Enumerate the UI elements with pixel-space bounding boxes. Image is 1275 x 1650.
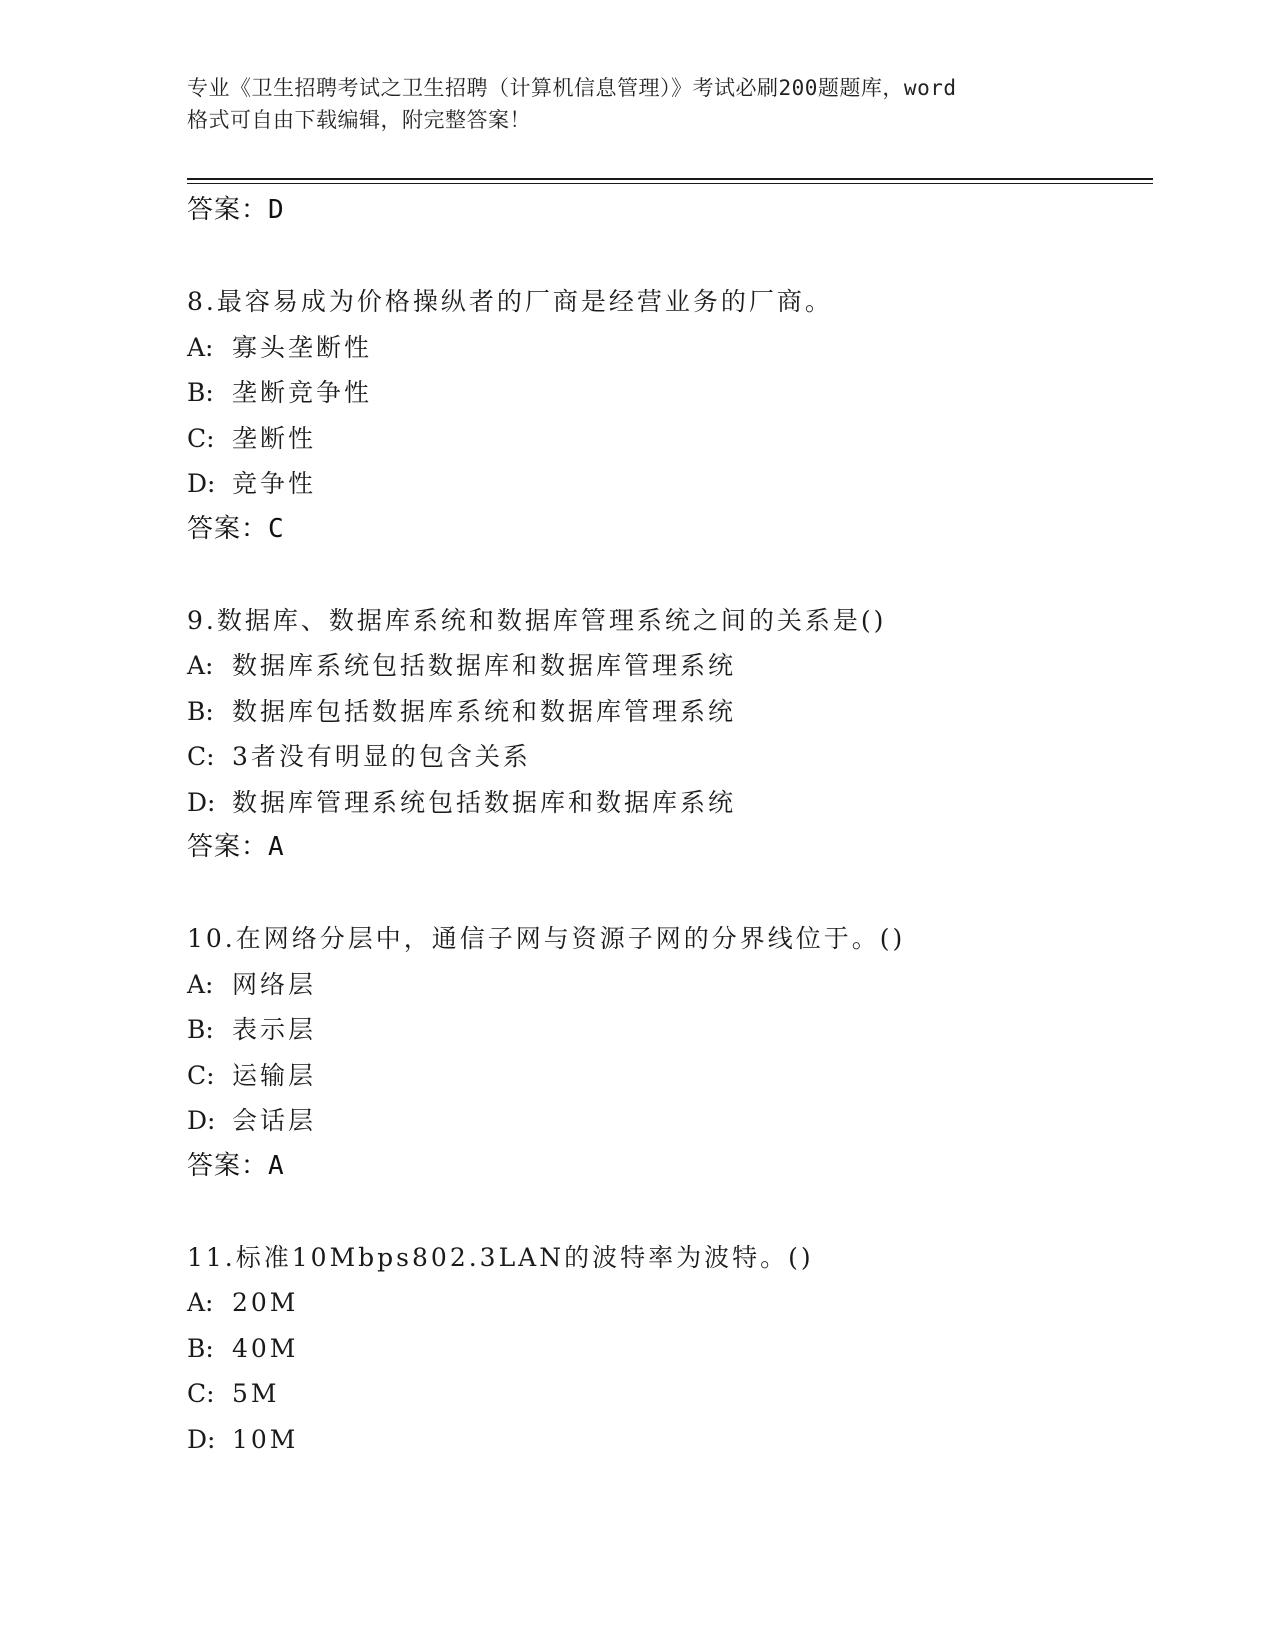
option-text: 垄断竞争性: [232, 378, 373, 407]
option-text: 数据库管理系统包括数据库和数据库系统: [232, 787, 737, 817]
header-divider-thick: [187, 178, 1153, 180]
option-key: C:: [187, 1060, 215, 1090]
option-row: [187, 1417, 1153, 1463]
option-key: A:: [187, 651, 214, 680]
answer-label: 答案：: [187, 513, 269, 544]
option-key: D:: [187, 1106, 216, 1135]
question-block: [187, 279, 1153, 552]
option-text: 数据库系统包括数据库和数据库管理系统: [232, 651, 737, 680]
option-row: [187, 1280, 1153, 1326]
option-text: 寡头垄断性: [232, 332, 373, 362]
option-text: 会话层: [232, 1106, 317, 1135]
option-row: [187, 962, 1153, 1008]
option-text: 竞争性: [232, 469, 317, 498]
question-text: 9.数据库、数据库系统和数据库管理系统之间的关系是(): [187, 605, 887, 635]
option-text: 20M: [232, 1288, 299, 1317]
answer-value: A: [268, 1150, 285, 1181]
answer-label: 答案：: [187, 1150, 269, 1181]
option-key: A:: [187, 1288, 214, 1317]
question-list: [187, 188, 1153, 1462]
questions-container: [187, 279, 1153, 1462]
question-text: 10.在网络分层中，通信子网与资源子网的分界线位于。(): [187, 924, 906, 953]
option-key: B:: [187, 378, 214, 407]
option-key: D:: [187, 1424, 216, 1454]
option-row: [187, 734, 1153, 780]
option-text: 40M: [232, 1333, 299, 1363]
answer-line: [187, 825, 1153, 870]
option-text: 表示层: [232, 1015, 317, 1044]
option-row: [187, 325, 1153, 371]
option-row: [187, 416, 1153, 462]
option-row: [187, 1371, 1153, 1417]
option-key: B:: [187, 1333, 214, 1363]
question-block: [187, 598, 1153, 871]
answer-line: [187, 188, 1153, 233]
question-text: 8.最容易成为价格操纵者的厂商是经营业务的厂商。: [187, 287, 833, 316]
option-row: [187, 780, 1153, 826]
question-text: 11.标准10Mbps802.3LAN的波特率为波特。(): [187, 1242, 814, 1272]
answer-line: [187, 507, 1153, 552]
question-block: [187, 1235, 1153, 1463]
option-key: C:: [187, 1379, 215, 1408]
option-row: [187, 461, 1153, 507]
option-text: 3者没有明显的包含关系: [232, 742, 531, 771]
option-key: A:: [187, 969, 214, 999]
header-divider-thin: [187, 183, 1153, 184]
option-row: [187, 1053, 1153, 1099]
option-text: 垄断性: [232, 423, 317, 453]
answer-value: A: [268, 832, 285, 862]
answer-line: [187, 1144, 1153, 1189]
option-key: C:: [187, 423, 215, 453]
header-line-2: 格式可自由下载编辑，附完整答案！: [187, 108, 531, 132]
header-line-1: 专业《卫生招聘考试之卫生招聘（计算机信息管理）》考试必刷200题题库，word: [187, 76, 957, 100]
option-row: [187, 1098, 1153, 1144]
option-row: [187, 370, 1153, 416]
option-text: 运输层: [232, 1060, 317, 1090]
option-row: [187, 1326, 1153, 1372]
option-key: D:: [187, 787, 216, 817]
option-text: 网络层: [232, 969, 317, 999]
option-text: 5M: [232, 1379, 280, 1408]
answer-value: C: [268, 513, 285, 544]
answer-label: 答案：: [187, 195, 269, 225]
option-key: C:: [187, 742, 215, 771]
option-row: [187, 1007, 1153, 1053]
option-row: [187, 643, 1153, 689]
answer-value: D: [268, 195, 285, 225]
document-header: [187, 72, 1087, 136]
option-key: B:: [187, 696, 214, 726]
option-key: A:: [187, 332, 214, 362]
option-key: B:: [187, 1015, 214, 1044]
option-text: 10M: [232, 1424, 299, 1454]
option-key: D:: [187, 469, 216, 498]
question-block: [187, 916, 1153, 1189]
option-text: 数据库包括数据库系统和数据库管理系统: [232, 696, 737, 726]
option-row: [187, 689, 1153, 735]
answer-label: 答案：: [187, 832, 269, 862]
